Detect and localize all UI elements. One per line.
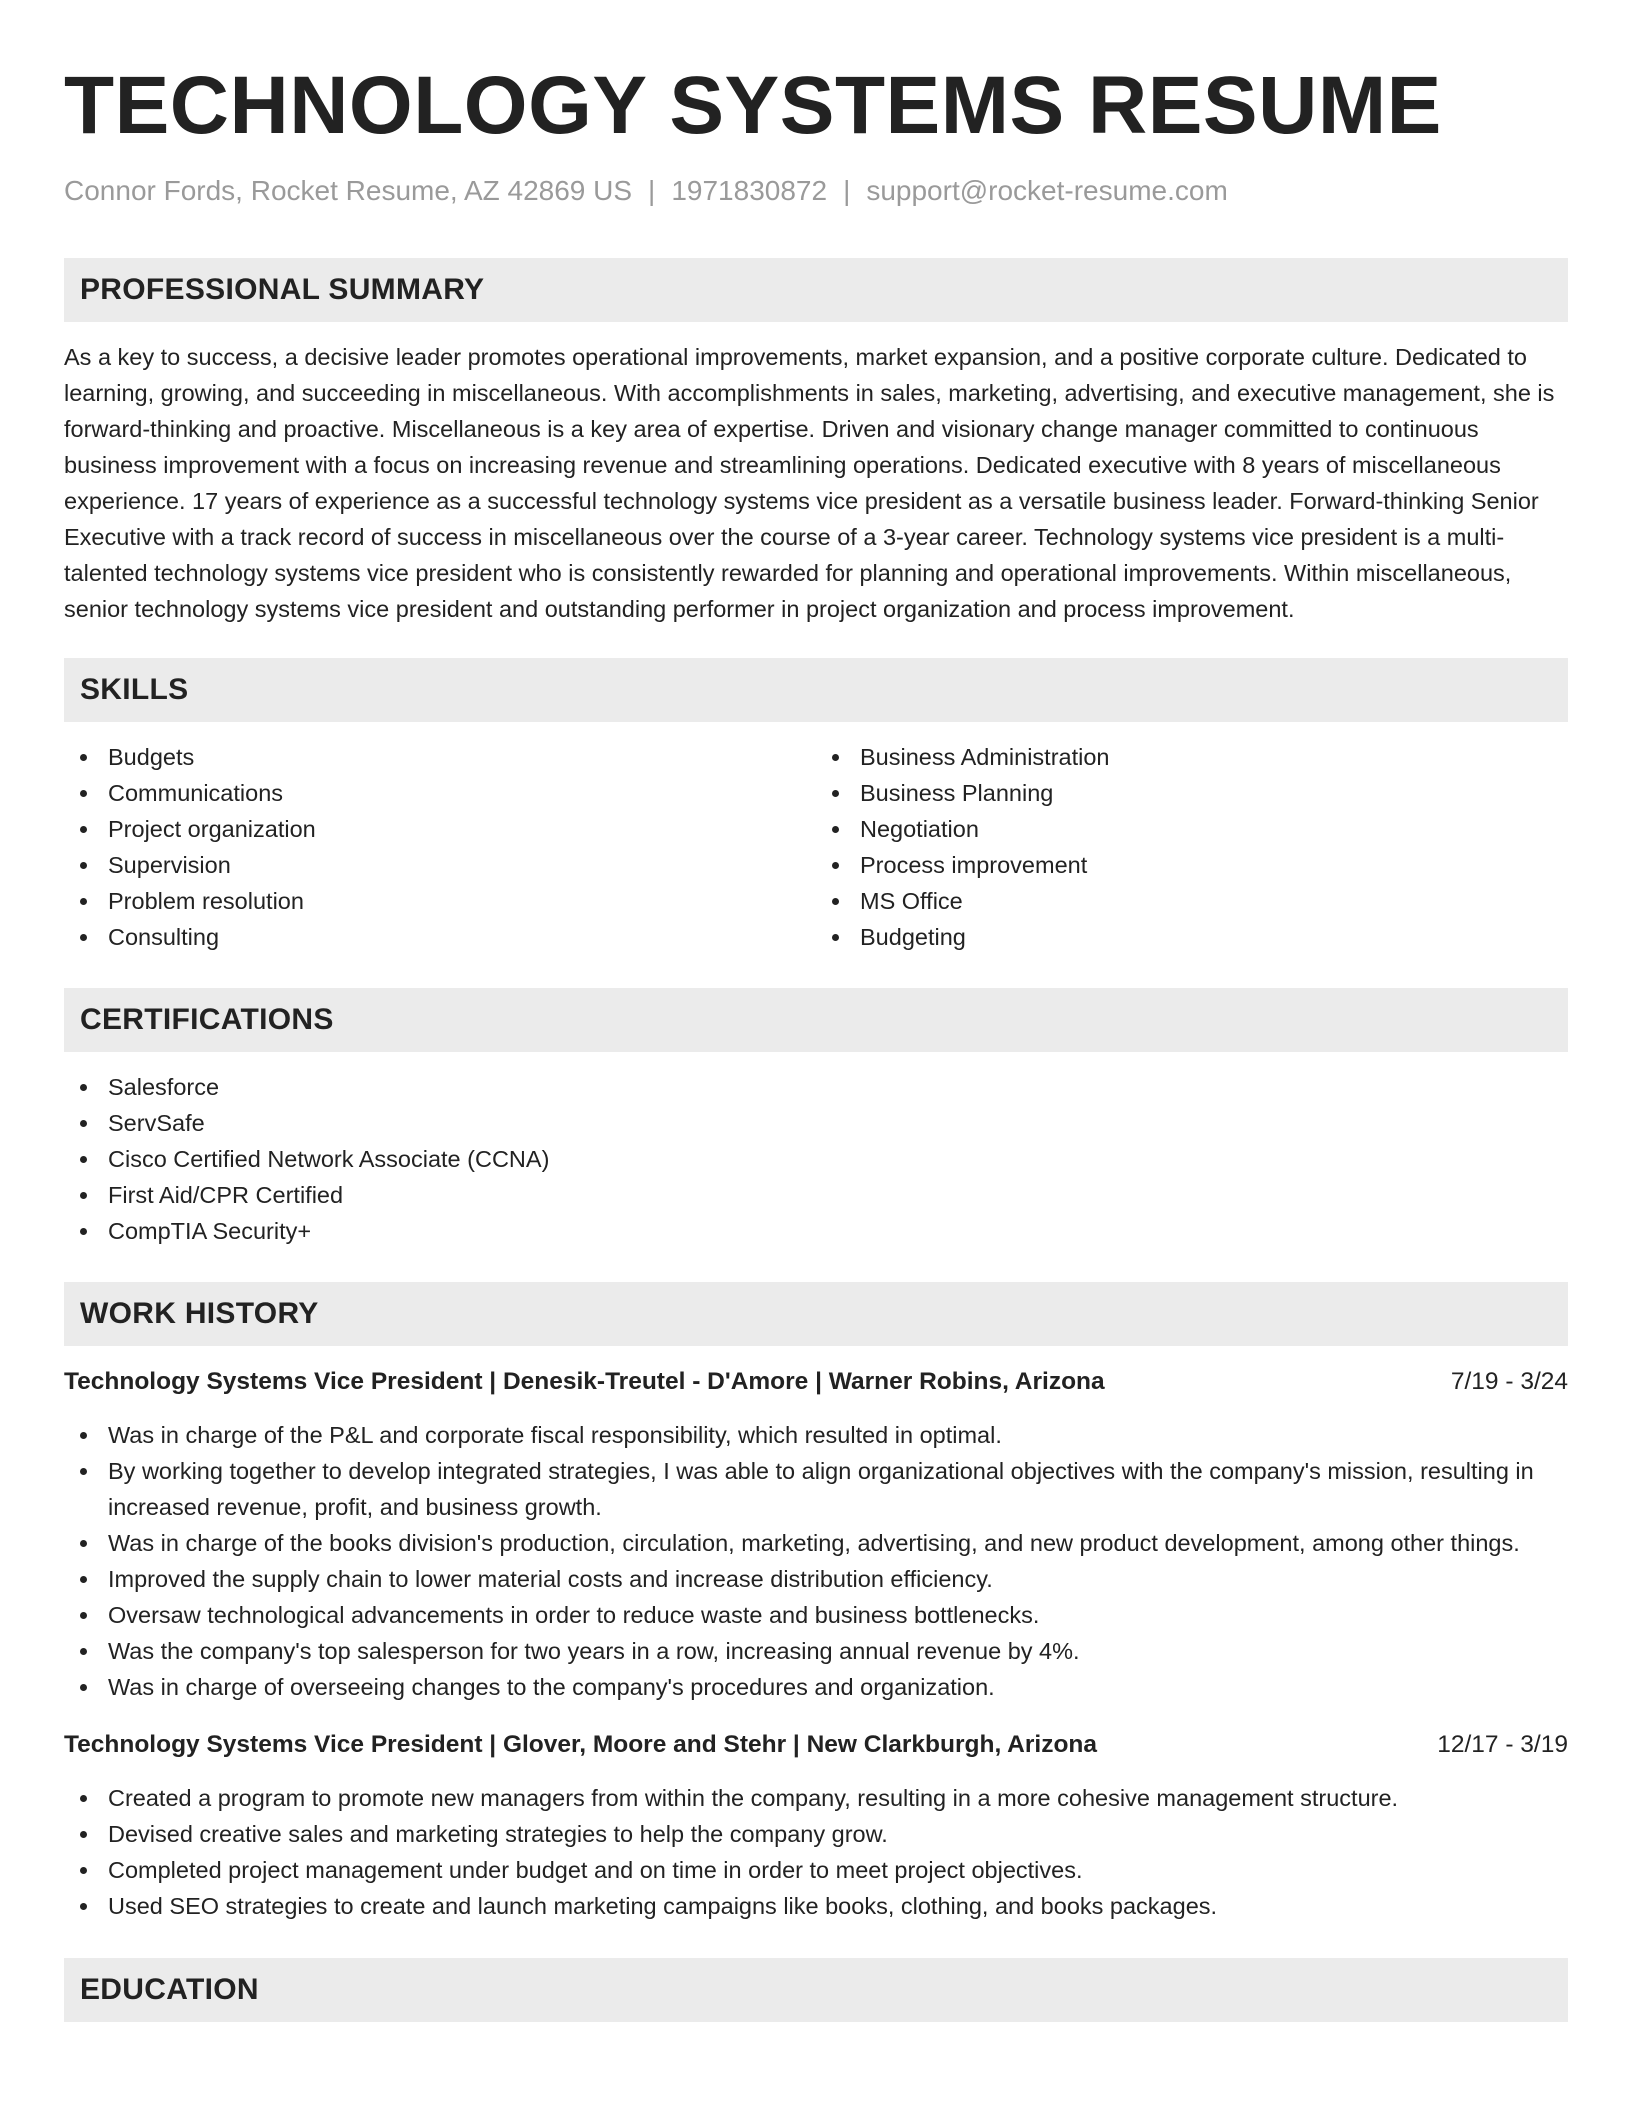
certification-item-text: Salesforce bbox=[108, 1074, 220, 1100]
bullet-dot bbox=[80, 934, 87, 941]
bullet-dot bbox=[80, 1228, 87, 1235]
job-entry bbox=[64, 1727, 1568, 1924]
contact-separator: | bbox=[843, 175, 851, 206]
bullet-dot bbox=[80, 1684, 87, 1691]
job-bullet-text: Was in charge of overseeing changes to the company's procedures and organization. bbox=[108, 1674, 995, 1700]
contact-line bbox=[64, 174, 1568, 208]
bullet-dot bbox=[80, 1432, 87, 1439]
bullet-dot bbox=[80, 1795, 87, 1802]
job-bullet bbox=[64, 1852, 1568, 1888]
certification-item bbox=[64, 1213, 1568, 1249]
bullet-dot bbox=[832, 826, 839, 833]
bullet-dot bbox=[80, 790, 87, 797]
work-history-list bbox=[64, 1364, 1568, 1924]
skill-item bbox=[64, 847, 816, 883]
job-bullet-text: Devised creative sales and marketing strategies to help the company grow. bbox=[108, 1821, 888, 1847]
bullet-dot bbox=[80, 1468, 87, 1475]
skill-item bbox=[816, 847, 1568, 883]
job-bullet-text: Was the company's top salesperson for two years in a row, increasing annual revenue by 4%. bbox=[108, 1638, 1080, 1664]
job-dates: 12/17 - 3/19 bbox=[1437, 1731, 1568, 1758]
skills-list-left bbox=[64, 739, 816, 955]
bullet-dot bbox=[832, 754, 839, 761]
skill-item bbox=[64, 739, 816, 775]
skill-item-text: Budgeting bbox=[860, 924, 966, 950]
bullet-dot bbox=[80, 862, 87, 869]
bullet-dot bbox=[80, 1648, 87, 1655]
job-bullet-text: Was in charge of the P&L and corporate fiscal responsibility, which resulted in optimal. bbox=[108, 1422, 1002, 1448]
certification-item bbox=[64, 1069, 1568, 1105]
bullet-dot bbox=[80, 898, 87, 905]
job-heading-row bbox=[64, 1364, 1568, 1400]
certification-item-text: First Aid/CPR Certified bbox=[108, 1182, 344, 1208]
job-heading-row bbox=[64, 1727, 1568, 1763]
bullet-dot bbox=[832, 934, 839, 941]
job-bullet-text: Oversaw technological advancements in order to reduce waste and business bottlenecks. bbox=[108, 1602, 1040, 1628]
job-entry bbox=[64, 1364, 1568, 1705]
section-header-summary: PROFESSIONAL SUMMARY bbox=[64, 258, 1568, 322]
certification-item-text: ServSafe bbox=[108, 1110, 205, 1136]
resume-title: TECHNOLOGY SYSTEMS RESUME bbox=[64, 60, 1442, 151]
skill-item-text: Business Planning bbox=[860, 780, 1054, 806]
bullet-dot bbox=[80, 826, 87, 833]
skill-item bbox=[64, 919, 816, 955]
skill-item bbox=[816, 775, 1568, 811]
section-header-certifications: CERTIFICATIONS bbox=[64, 988, 1568, 1052]
bullet-dot bbox=[832, 862, 839, 869]
bullet-dot bbox=[80, 1084, 87, 1091]
skills-grid bbox=[64, 739, 1568, 955]
contact-separator: | bbox=[648, 175, 656, 206]
skill-item bbox=[816, 883, 1568, 919]
job-bullet bbox=[64, 1888, 1568, 1924]
skill-item-text: Process improvement bbox=[860, 852, 1088, 878]
skills-list-right bbox=[816, 739, 1568, 955]
skill-item-text: MS Office bbox=[860, 888, 963, 914]
job-bullet-text: Was in charge of the books division's production, circulation, marketing, advertising, and new product development, among other things. bbox=[108, 1530, 1520, 1556]
section-header-skills: SKILLS bbox=[64, 658, 1568, 722]
bullet-dot bbox=[80, 1192, 87, 1199]
job-bullets bbox=[64, 1780, 1568, 1924]
skill-item-text: Negotiation bbox=[860, 816, 979, 842]
job-bullet-text: Completed project management under budget and on time in order to meet project objectives. bbox=[108, 1857, 1083, 1883]
skill-item-text: Business Administration bbox=[860, 744, 1110, 770]
skill-item-text: Problem resolution bbox=[108, 888, 304, 914]
bullet-dot bbox=[80, 1903, 87, 1910]
skill-item bbox=[64, 883, 816, 919]
certification-item bbox=[64, 1141, 1568, 1177]
job-bullets bbox=[64, 1417, 1568, 1705]
job-bullet bbox=[64, 1561, 1568, 1597]
job-bullet-text: Created a program to promote new managers from within the company, resulting in a more cohesive management structure. bbox=[108, 1785, 1399, 1811]
job-bullet bbox=[64, 1597, 1568, 1633]
skill-item-text: Consulting bbox=[108, 924, 220, 950]
skill-item-text: Project organization bbox=[108, 816, 316, 842]
job-bullet bbox=[64, 1816, 1568, 1852]
bullet-dot bbox=[80, 1540, 87, 1547]
skill-item bbox=[64, 775, 816, 811]
bullet-dot bbox=[80, 1156, 87, 1163]
bullet-dot bbox=[80, 1576, 87, 1583]
job-title: Technology Systems Vice President | Glover, Moore and Stehr | New Clarkburgh, Arizona bbox=[64, 1731, 1097, 1758]
certification-item bbox=[64, 1177, 1568, 1213]
skill-item bbox=[816, 739, 1568, 775]
contact-email[interactable]: support@rocket-resume.com bbox=[866, 175, 1228, 206]
contact-phone: 1971830872 bbox=[671, 175, 828, 206]
section-header-work-history: WORK HISTORY bbox=[64, 1282, 1568, 1346]
job-bullet bbox=[64, 1780, 1568, 1816]
bullet-dot bbox=[80, 1612, 87, 1619]
job-bullet-text: Improved the supply chain to lower material costs and increase distribution efficiency. bbox=[108, 1566, 993, 1592]
section-header-education: EDUCATION bbox=[64, 1958, 1568, 2022]
job-bullet bbox=[64, 1417, 1568, 1453]
certification-item-text: Cisco Certified Network Associate (CCNA) bbox=[108, 1146, 550, 1172]
skill-item-text: Supervision bbox=[108, 852, 231, 878]
job-bullet bbox=[64, 1525, 1568, 1561]
job-bullet-text: By working together to develop integrated strategies, I was able to align organizational objectives with the company's mission, resulting in increased revenue, profit, and business growth. bbox=[108, 1458, 1534, 1520]
skills-column-left bbox=[64, 739, 816, 955]
skill-item-text: Communications bbox=[108, 780, 284, 806]
job-title: Technology Systems Vice President | Denesik-Treutel - D'Amore | Warner Robins, Arizona bbox=[64, 1368, 1105, 1395]
job-bullet bbox=[64, 1453, 1568, 1525]
job-bullet bbox=[64, 1633, 1568, 1669]
job-dates: 7/19 - 3/24 bbox=[1450, 1368, 1568, 1395]
bullet-dot bbox=[832, 790, 839, 797]
skills-column-right bbox=[816, 739, 1568, 955]
job-bullet bbox=[64, 1669, 1568, 1705]
bullet-dot bbox=[80, 754, 87, 761]
certification-item bbox=[64, 1105, 1568, 1141]
bullet-dot bbox=[832, 898, 839, 905]
contact-address: Connor Fords, Rocket Resume, AZ 42869 US bbox=[64, 175, 633, 206]
skill-item bbox=[816, 919, 1568, 955]
bullet-dot bbox=[80, 1120, 87, 1127]
skill-item-text: Budgets bbox=[108, 744, 195, 770]
bullet-dot bbox=[80, 1831, 87, 1838]
certification-item-text: CompTIA Security+ bbox=[108, 1218, 312, 1244]
job-bullet-text: Used SEO strategies to create and launch marketing campaigns like books, clothing, and books packages. bbox=[108, 1893, 1218, 1919]
certifications-list bbox=[64, 1069, 1568, 1249]
skill-item bbox=[816, 811, 1568, 847]
skill-item bbox=[64, 811, 816, 847]
summary-text: As a key to success, a decisive leader promotes operational improvements, market expansion, and a positive corporate culture. Dedicated to learning, growing, and succeeding in miscellaneous. With accomplishments in sales, marketing, advertising, and executive management, she is forward-thinking and proactive. Miscellaneous is a key area of expertise. Driven and visionary change manager committed to continuous business improvement with a focus on increasing revenue and streamlining operations. Dedicated executive with 8 years of miscellaneous experience. 17 years of experience as a successful technology systems vice president as a versatile business leader. Forward-thinking Senior Executive with a track record of success in miscellaneous over the course of a 3-year career. Technology systems vice president is a multi-talented technology systems vice president who is consistently rewarded for planning and operational improvements. Within miscellaneous, senior technology systems vice president and outstanding performer in project organization and process improvement. bbox=[64, 344, 1555, 622]
bullet-dot bbox=[80, 1867, 87, 1874]
